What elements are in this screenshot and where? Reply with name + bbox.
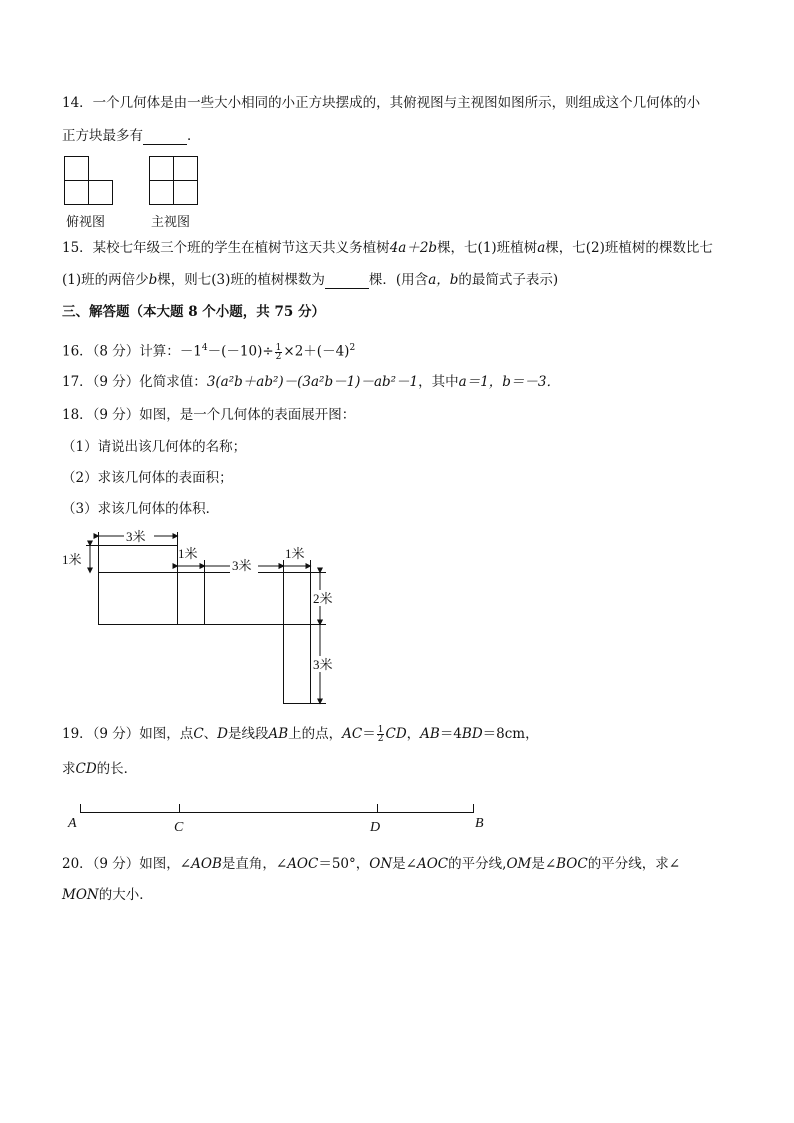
label-mid-3m: 3米 bbox=[232, 558, 252, 573]
point-a-label: A bbox=[68, 816, 77, 831]
q20-line2: MON的大小． bbox=[62, 887, 153, 903]
fraction: $\frac{1}{2}$ bbox=[377, 725, 384, 744]
answer-blank bbox=[143, 130, 187, 145]
point-d-label: D bbox=[370, 820, 381, 835]
q17-line: 17．（9 分）化简求值：3(a²b＋ab²)－(3a²b－1)－ab²－1，其中a＝1，b＝－3． bbox=[62, 374, 561, 390]
segment-point-labels bbox=[67, 816, 484, 835]
q19-line2: 求CD的长． bbox=[62, 761, 138, 777]
top-view bbox=[65, 157, 113, 205]
q15-line1: 15．某校七年级三个班的学生在植树节这天共义务植树4a＋2b棵，七(1)班植树a棵，七(2)班植树的棵数比七 bbox=[62, 240, 713, 256]
dimension-labels bbox=[62, 529, 338, 672]
q15-line2: (1)班的两倍少b棵，则七(3)班的植树棵数为 棵．(用含a，b的最简式子表示) bbox=[62, 272, 559, 288]
q14-line1: 14．一个几何体是由一些大小相同的小正方块摆成的，其俯视图与主视图如图所示，则组成这个几何体的小 bbox=[62, 95, 701, 111]
fraction: $\frac{1}{2}$ bbox=[275, 342, 282, 362]
top-view-caption: 俯视图 bbox=[66, 215, 106, 230]
q14-views-figure bbox=[62, 154, 202, 212]
section-heading: 三、解答题（本大题 8 个小题，共 75 分） bbox=[62, 304, 325, 320]
q18-sub1: （1）请说出该几何体的名称； bbox=[62, 439, 247, 455]
point-c-label: C bbox=[174, 820, 184, 835]
q20-line1: 20．（9 分）如图，∠AOB是直角，∠AOC＝50°，ON是∠AOC的平分线,OM是∠BOC的平分线，求∠ bbox=[62, 856, 681, 872]
label-left-1m: 1米 bbox=[62, 552, 82, 567]
label-right-1m: 1米 bbox=[285, 546, 305, 561]
label-top-3m: 3米 bbox=[126, 529, 146, 544]
q18-net-figure bbox=[60, 528, 350, 708]
q19-segment-figure bbox=[60, 792, 500, 836]
label-mid-1m: 1米 bbox=[178, 546, 198, 561]
label-right-3m: 3米 bbox=[313, 657, 333, 672]
q18-sub2: （2）求该几何体的表面积； bbox=[62, 470, 233, 486]
q16-line: 16．（8 分）计算：$-1^4-(-10)\div$ $\frac{1}{2}$ $\times 2+(-4)^2$ bbox=[62, 342, 356, 362]
q18-line1: 18．（9 分）如图，是一个几何体的表面展开图： bbox=[62, 407, 356, 423]
label-right-2m: 2米 bbox=[313, 591, 333, 606]
point-b-label: B bbox=[475, 816, 484, 831]
answer-blank bbox=[325, 274, 369, 289]
q18-sub3: （3）求该几何体的体积． bbox=[62, 501, 220, 517]
front-view bbox=[150, 157, 198, 205]
segment-ab bbox=[80, 804, 474, 813]
q14-line2: 正方块最多有 ． bbox=[62, 128, 201, 144]
front-view-caption: 主视图 bbox=[151, 215, 191, 230]
q19-line1: 19．（9 分）如图，点C、D是线段AB上的点，AC＝ $\frac{1}{2}$ CD，AB＝4BD＝8cm， bbox=[62, 725, 539, 744]
